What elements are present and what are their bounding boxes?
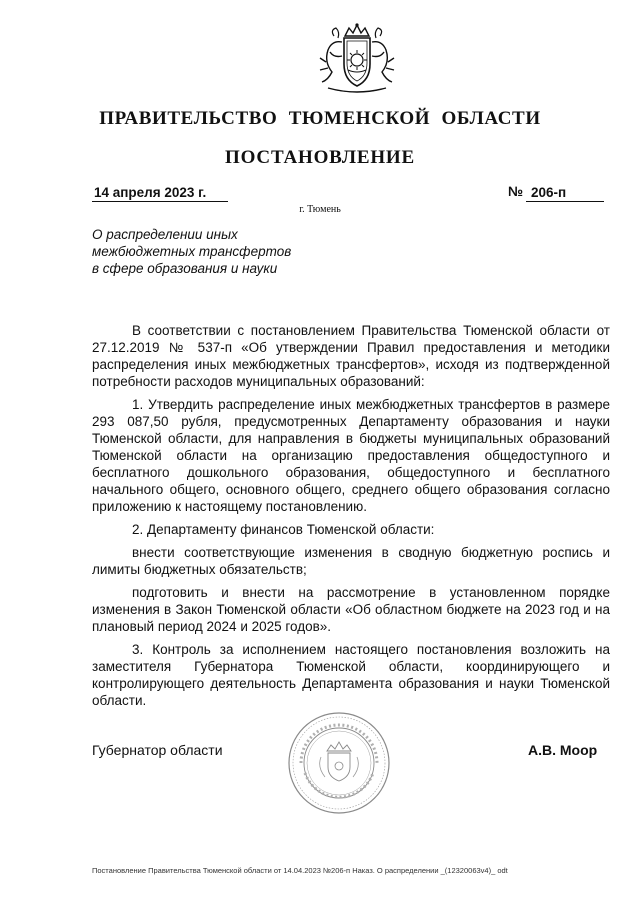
official-seal-icon (287, 711, 391, 815)
body-paragraph: 1. Утвердить распределение иных межбюджетных трансфертов в размере 293 087,50 рубля, предусмотренных Департаменту образования и науки Тюменской области, для направления в бюджеты муниципальных образований Тюменской области на организацию предоставления общедоступного и бесплатного дошкольного образования, общедоступного и бесплатного начального общего, основного общего, среднего общего образования согласно приложению к настоящему постановлению. (92, 397, 610, 514)
number-sign: № (508, 184, 524, 199)
body-paragraph: 2. Департаменту финансов Тюменской области: (132, 522, 435, 537)
document-date (92, 184, 228, 202)
document-date-value: 14 апреля 2023 г. (94, 185, 207, 200)
document-number (526, 184, 604, 202)
body-paragraph: В соответствии с постановлением Правительства Тюменской области от 27.12.2019 № 537-п «Об утверждении Правил предоставления и методики распределения иных межбюджетных трансфертов», исходя из подтвержденной потребности расходов муниципальных образований: (92, 323, 610, 389)
document-type: ПОСТАНОВЛЕНИЕ (225, 147, 415, 168)
document-city: г. Тюмень (299, 204, 341, 215)
subject-line: межбюджетных трансфертов (92, 244, 292, 259)
body-paragraph: подготовить и внести на рассмотрение в установленном порядке изменения в Закон Тюменской области «Об областном бюджете на 2023 год и на плановый период 2024 и 2025 годов». (92, 585, 610, 634)
document-footer: Постановление Правительства Тюменской области от 14.04.2023 №206-п Наказ. О распределении _(12320063v4)_ odt (92, 866, 508, 875)
subject-line: О распределении иных (92, 227, 238, 242)
signatory-name: А.В. Моор (528, 742, 598, 758)
document-subject (92, 226, 332, 277)
coat-of-arms-icon (314, 22, 400, 96)
body-paragraph: 3. Контроль за исполнением настоящего постановления возложить на заместителя Губернатора Тюменской области, координирующего и контролирующего деятельность Департамента образования и науки Тюменской области. (92, 642, 610, 708)
government-name: ПРАВИТЕЛЬСТВО ТЮМЕНСКОЙ ОБЛАСТИ (99, 108, 541, 129)
document-body (92, 322, 610, 715)
body-paragraph: внести соответствующие изменения в сводную бюджетную роспись и лимиты бюджетных обязательств; (92, 545, 610, 577)
document-number-value: 206-п (531, 185, 567, 200)
signatory-position: Губернатор области (92, 742, 223, 758)
subject-line: в сфере образования и науки (92, 261, 278, 276)
